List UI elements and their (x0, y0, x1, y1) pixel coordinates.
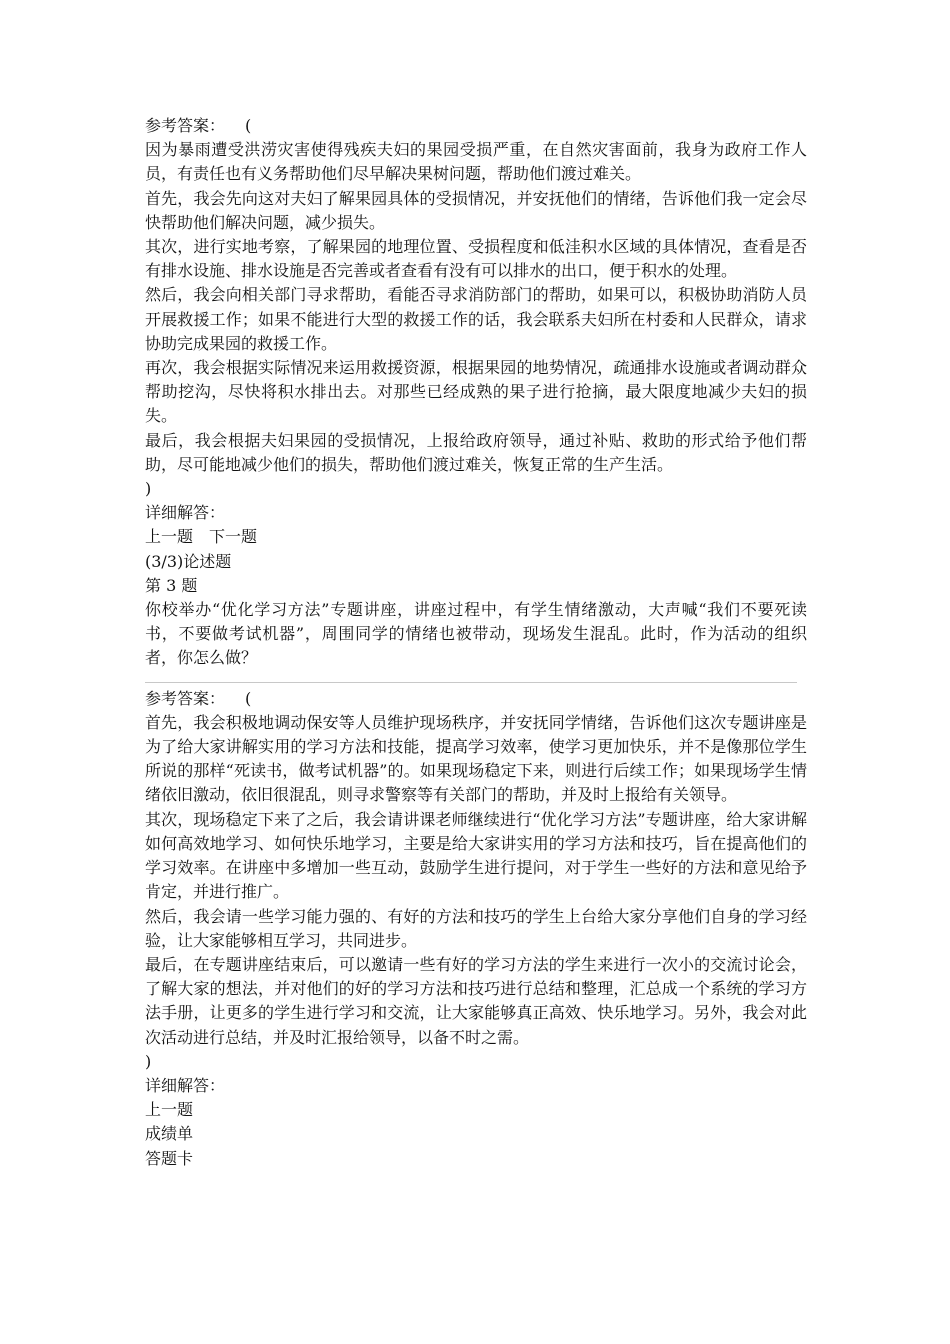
q2-answer-paragraph-6: 最后，我会根据夫妇果园的受损情况，上报给政府领导，通过补贴、救助的形式给予他们帮助，尽可能地减少他们的损失，帮助他们渡过难关，恢复正常的生产生活。 (145, 430, 807, 474)
answer-sheet-link[interactable]: 答题卡 (145, 1148, 194, 1168)
q2-nav-row (145, 525, 807, 549)
q2-answer-paragraph-3: 其次，进行实地考察，了解果园的地理位置、受损程度和低洼积水区域的具体情况，查看是否有排水设施、排水设施是否完善或者查看有没有可以排水的出口，便于积水的处理。 (145, 237, 807, 281)
q3-answer-paragraph-3: 然后，我会请一些学习能力强的、有好的方法和技巧的学生上台给大家分享他们自身的学习经验，让大家能够相互学习，共同进步。 (145, 906, 807, 950)
q3-answer-label: 参考答案： (145, 688, 226, 708)
q2-answer-label-row (145, 114, 807, 138)
document-page (145, 114, 807, 1171)
q2-answer-paragraph-5: 再次，我会根据实际情况来运用救援资源，根据果园的地势情况，疏通排水设施或者调动群众帮助挖沟，尽快将积水排出去。对那些已经成熟的果子进行抢摘，最大限度地减少夫妇的损失。 (145, 358, 807, 426)
q3-answer-paragraph-4: 最后，在专题讲座结束后，可以邀请一些有好的学习方法的学生来进行一次小的交流讨论会，了解大家的想法，并对他们的好的学习方法和技巧进行总结和整理，汇总成一个系统的学习方法手册，让更多的学生进行学习和交流，让大家能够真正高效、快乐地学习。另外，我会对此次活动进行总结，并及时汇报给领导，以备不时之需。 (145, 954, 807, 1047)
q3-answer-paragraph-2: 其次，现场稳定下来了之后，我会请讲课老师继续进行“优化学习方法”专题讲座，给大家讲解如何高效地学习、如何快乐地学习，主要是给大家讲实用的学习方法和技巧，旨在提高他们的学习效率。在讲座中多增加一些互动，鼓励学生进行提问，对于学生一些好的方法和意见给予肯定，并进行推广。 (145, 809, 807, 902)
q3-answer-close: ) (145, 1051, 152, 1071)
q2-detail-label: 详细解答： (145, 503, 226, 523)
q3-detail-label: 详细解答： (145, 1075, 226, 1095)
next-question-link[interactable]: 下一题 (209, 527, 258, 547)
q2-answer-open: ( (245, 116, 252, 135)
q2-answer-paragraph-1: 因为暴雨遭受洪涝灾害使得残疾夫妇的果园受损严重，在自然灾害面前，我身为政府工作人员，有责任也有义务帮助他们尽早解决果树问题，帮助他们渡过难关。 (145, 140, 807, 184)
q3-answer-label-row (145, 687, 807, 711)
q2-answer-paragraph-2: 首先，我会先向这对夫妇了解果园具体的受损情况，并安抚他们的情绪，告诉他们我一定会尽快帮助他们解决问题，减少损失。 (145, 188, 807, 232)
q3-section-label: (3/3)论述题 (145, 551, 232, 571)
q3-answer-open: ( (245, 688, 252, 708)
q2-answer-label: 参考答案： (145, 116, 226, 135)
q3-number-label: 第 3 题 (145, 575, 198, 595)
q3-answer-paragraph-1: 首先，我会积极地调动保安等人员维护现场秩序，并安抚同学情绪，告诉他们这次专题讲座是为了给大家讲解实用的学习方法和技能，提高学习效率，使学习更加快乐，并不是像那位学生所说的那样“死读书，做考试机器”的。如果现场稳定下来，则进行后续工作；如果现场学生情绪依旧激动，依旧很混乱，则寻求警察等有关部门的帮助，并及时上报给有关领导。 (145, 712, 807, 805)
q2-answer-paragraph-4: 然后，我会向相关部门寻求帮助，看能否寻求消防部门的帮助，如果可以，积极协助消防人员开展救援工作；如果不能进行大型的救援工作的话，我会联系夫妇所在村委和人民群众，请求协助完成果园的救援工作。 (145, 285, 807, 353)
divider (145, 682, 797, 683)
q3-prev-question-link[interactable]: 上一题 (145, 1100, 194, 1120)
q3-question-text: 你校举办“优化学习方法”专题讲座，讲座过程中，有学生情绪激动，大声喊“我们不要死读书，不要做考试机器”，周围同学的情绪也被带动，现场发生混乱。此时，作为活动的组织者，你怎么做？ (145, 600, 807, 668)
q2-answer-close: ) (145, 479, 152, 499)
prev-question-link[interactable]: 上一题 (145, 527, 194, 547)
report-card-link[interactable]: 成绩单 (145, 1124, 194, 1144)
